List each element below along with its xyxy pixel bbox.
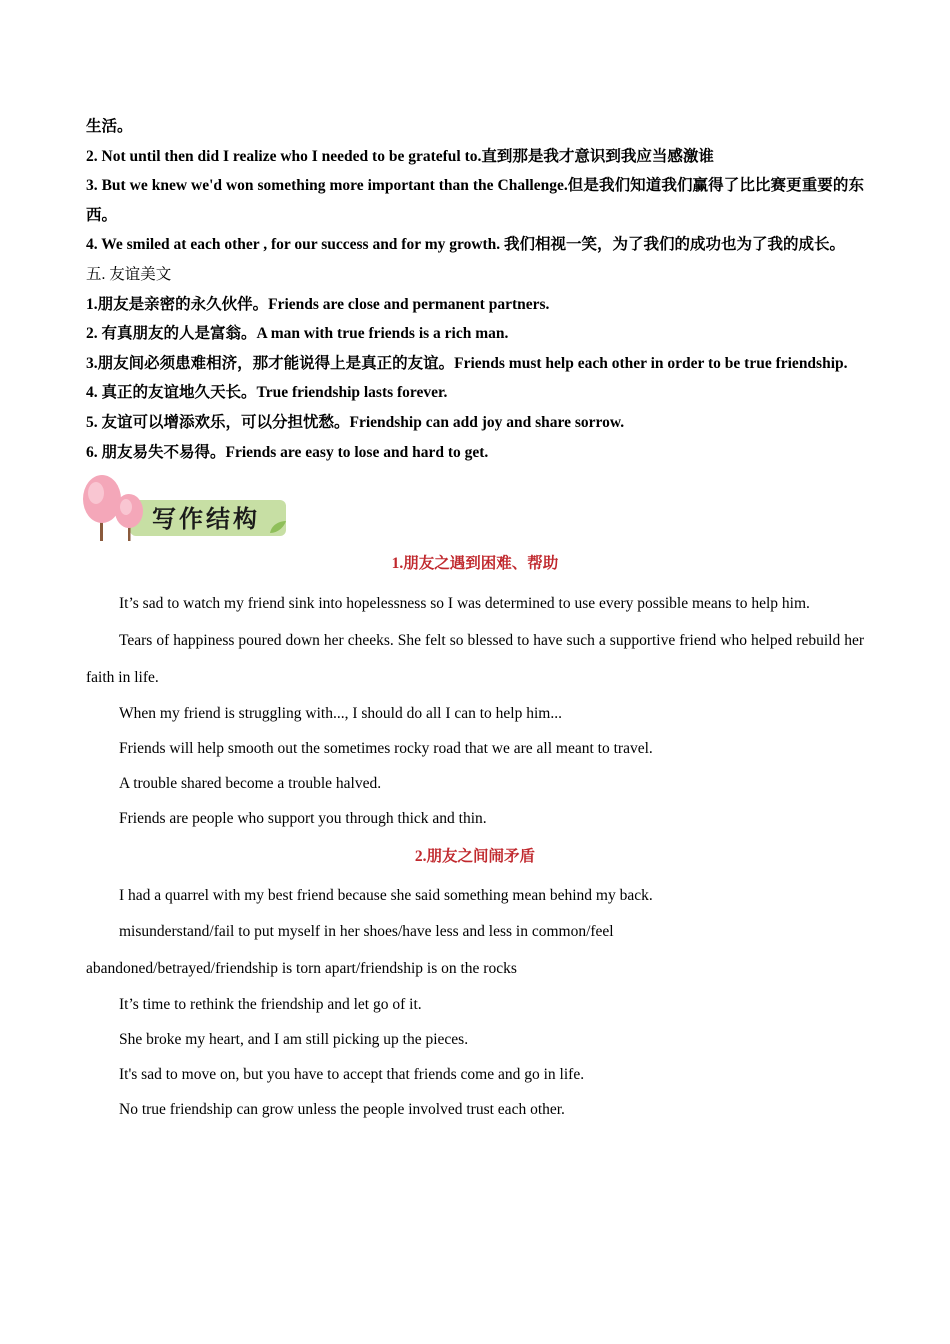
intro-line: 4. We smiled at each other , for our success and for my growth. 我们相视一笑，为了我们的成功也为了我的成长。 [86,236,846,254]
quote-line: 3.朋友间必须患难相济，那才能说得上是真正的友谊。Friends must help each other in order to be true friendship. [86,354,848,372]
paragraph: It’s time to rethink the friendship and let go of it. [119,996,422,1014]
subheading-2: 2.朋友之间闹矛盾 [414,848,536,866]
paragraph: No true friendship can grow unless the people involved trust each other. [119,1101,565,1119]
paragraph: A trouble shared become a trouble halved. [119,775,382,793]
quote-line: 2. 有真朋友的人是富翁。A man with true friends is a rich man. [86,325,509,343]
paragraph: I had a quarrel with my best friend because she said something mean behind my back. [119,887,653,905]
paragraph: It’s sad to watch my friend sink into hopelessness so I was determined to use every possible means to help him. [119,595,810,613]
paragraph: She broke my heart, and I am still picking up the pieces. [119,1031,469,1049]
writing-structure-header [82,471,864,543]
quote-line: 6. 朋友易失不易得。Friends are easy to lose and hard to get. [86,443,489,461]
intro-line: 2. Not until then did I realize who I needed to be grateful to.直到那是我才意识到我应当感激谁 [86,147,714,165]
quote-line: 1.朋友是亲密的永久伙伴。Friends are close and permanent partners. [86,295,550,313]
paragraph: abandoned/betrayed/friendship is torn apart/friendship is on the rocks [86,960,517,978]
paragraph: Friends are people who support you through thick and thin. [119,810,487,828]
tree-icon [82,471,152,543]
quote-line: 5. 友谊可以增添欢乐，可以分担忧愁。Friendship can add joy and share sorrow. [86,413,625,431]
subheading-1: 1.朋友之遇到困难、帮助 [391,555,559,573]
paragraph: It's sad to move on, but you have to accept that friends come and go in life. [119,1066,585,1084]
writing-structure-title: 写作结构 [152,505,260,534]
leaf-icon [268,519,288,535]
paragraph: misunderstand/fail to put myself in her shoes/have less and less in common/feel [119,923,614,941]
section5-heading: 五. 友谊美文 [86,265,172,283]
quote-line: 4. 真正的友谊地久天长。True friendship lasts forever. [86,384,448,402]
paragraph: Friends will help smooth out the sometimes rocky road that we are all meant to travel. [119,740,653,758]
paragraph: Tears of happiness poured down her cheeks. She felt so blessed to have such a supportive friend who helped rebuild her faith in life. [86,632,864,687]
intro-line: 生活。 [86,118,133,135]
document-page [86,112,864,1127]
paragraph: When my friend is struggling with..., I should do all I can to help him... [119,705,562,723]
intro-line: 3. But we knew we'd won something more important than the Challenge.但是我们知道我们赢得了比比赛更重要的东西。 [86,177,864,224]
